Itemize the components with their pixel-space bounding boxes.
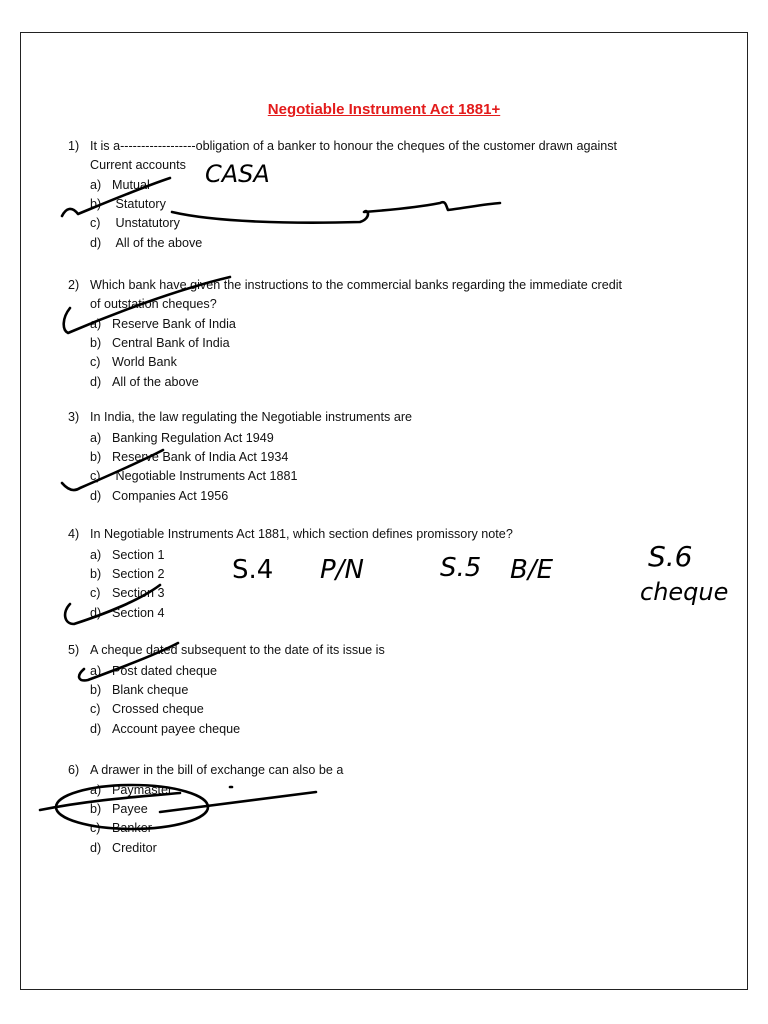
option-a: a) Post dated cheque: [90, 664, 218, 678]
option-d: d) Section 4: [90, 605, 165, 620]
option-d: d) Creditor: [90, 840, 157, 855]
option-c: c) Unstatutory: [90, 216, 180, 231]
document-title: Negotiable Instrument Act 1881+: [267, 101, 501, 118]
option-a: a) Reserve Bank of India: [90, 317, 236, 331]
question-number: 4): [68, 527, 80, 541]
question-text: In Negotiable Instruments Act 1881, which section defines promissory note?: [90, 527, 513, 541]
option-d: d) All of the above: [90, 235, 203, 250]
option-d: d) All of the above: [90, 374, 199, 389]
question-6: [68, 761, 690, 858]
handwritten-pn: P/N: [320, 555, 364, 585]
option-b: b) Section 2: [90, 567, 165, 582]
question-text: A cheque dated subsequent to the date of its issue is: [90, 643, 385, 657]
question-number: 5): [68, 643, 80, 657]
option-d: d) Account payee cheque: [90, 721, 241, 736]
option-a: a) Mutual: [90, 178, 150, 192]
option-c: c) Section 3: [90, 586, 165, 601]
question-3: [68, 408, 690, 506]
question-2: [68, 276, 690, 392]
option-a: a) Section 1: [90, 548, 165, 562]
option-b: b) Blank cheque: [90, 683, 189, 698]
option-a: a) Banking Regulation Act 1949: [90, 431, 274, 445]
option-c: c) Negotiable Instruments Act 1881: [90, 469, 298, 484]
question-5: [68, 641, 690, 739]
option-a: a) Paymaster: [90, 783, 173, 797]
option-c: c) Crossed cheque: [90, 702, 204, 717]
handwritten-s4: S.4: [232, 555, 274, 585]
option-c: c) Banker: [90, 821, 152, 836]
option-b: b) Reserve Bank of India Act 1934: [90, 450, 289, 465]
option-c: c) World Bank: [90, 355, 177, 370]
handwritten-be: B/E: [510, 555, 554, 585]
question-number: 3): [68, 410, 80, 424]
option-b: b) Payee: [90, 802, 148, 817]
question-number: 1): [68, 139, 80, 153]
question-number: 2): [68, 278, 80, 292]
question-text: It is a------------------obligation of a banker to honour the cheques of the customer drawn against: [90, 139, 618, 153]
question-text: In India, the law regulating the Negotiable instruments are: [90, 410, 413, 424]
question-text: A drawer in the bill of exchange can also be a: [90, 763, 344, 777]
question-4: [68, 525, 690, 623]
question-text-cont: Current accounts: [90, 158, 186, 172]
option-b: b) Central Bank of India: [90, 336, 230, 351]
question-text: Which bank have given the instructions to the commercial banks regarding the immediate credit: [90, 278, 622, 292]
question-text-cont: of outstation cheques?: [90, 297, 217, 311]
question-number: 6): [68, 763, 80, 777]
handwritten-cheque: cheque: [640, 578, 729, 606]
option-d: d) Companies Act 1956: [90, 488, 229, 503]
handwritten-casa: CASA: [205, 160, 270, 188]
question-1: [68, 137, 690, 253]
handwritten-s6: S.6: [648, 540, 693, 573]
handwritten-s5: S.5: [440, 553, 482, 583]
option-b: b) Statutory: [90, 197, 166, 212]
